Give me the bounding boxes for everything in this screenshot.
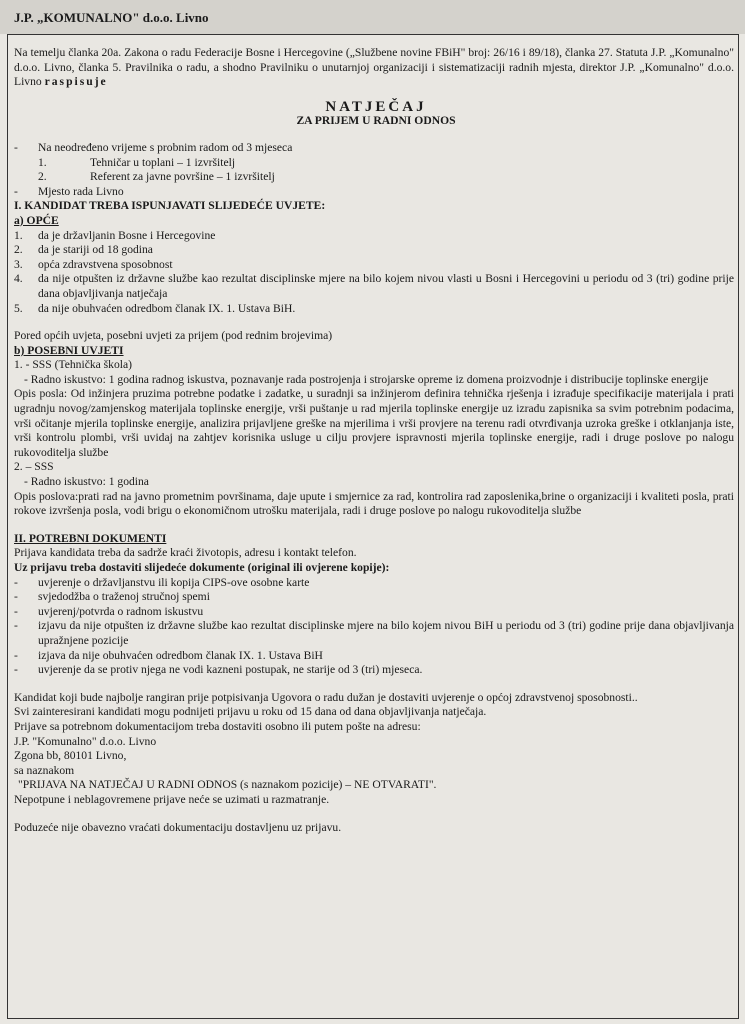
condition-item: [14, 243, 738, 258]
position-item: [14, 170, 738, 185]
position-text: Referent za javne površine – 1 izvršitelj: [90, 170, 275, 184]
announcement-body: [14, 46, 738, 835]
closing-line: Kandidat koji bude najbolje rangiran prije potpisivanja Ugovora o radu dužan je dostaviti uvjerenje o općoj zdravstvenoj sposobnosti..: [14, 690, 638, 704]
incomplete-note: Nepotpune i neblagovremene prijave neće se uzimati u razmatranje.: [14, 792, 330, 806]
special-experience: - Radno iskustvo: 1 godina radnog iskustva, poznavanje rada postrojenja i strojarske opreme iz domena proizvodnje i distribucije toplinske energije: [24, 372, 709, 386]
section2-title: II. POTREBNI DOKUMENTI: [14, 531, 167, 545]
intro-paragraph: [14, 46, 738, 90]
positions-list: [14, 156, 738, 185]
document-item: [14, 605, 738, 620]
final-note: Poduzeće nije obavezno vraćati dokumentaciju dostavljenu uz prijavu.: [14, 820, 342, 834]
condition-text: da je stariji od 18 godina: [38, 243, 153, 257]
condition-number: 1.: [14, 228, 23, 242]
document-text: izjavu da nije otpušten iz državne službe kao rezultat disciplinske mjere na bilo kojem nivou BiH u periodu od 3 (tri) godine prije dana objavljivanja upražnjene pozicije: [38, 619, 734, 647]
document-text: uvjerenje da se protiv njega ne vodi kazneni postupak, ne starije od 3 (tri) mjeseca.: [38, 663, 423, 677]
condition-number: 2.: [14, 243, 23, 257]
documents-title: Uz prijavu treba dostaviti slijedeće dokumente (original ili ovjerene kopije):: [14, 561, 390, 574]
general-title: a) OPĆE: [14, 213, 59, 227]
closing-paragraphs: [14, 691, 738, 779]
intro-verb: raspisuje: [44, 75, 108, 89]
bullet-dash: -: [14, 604, 18, 618]
positions-intro: - Na neodređeno vrijeme s probnim radom od 3 mjeseca: [14, 140, 293, 154]
condition-text: opća zdravstvena sposobnost: [38, 257, 173, 271]
document-item: [14, 619, 738, 648]
document-text: izjava da nije obuhvaćen odredbom članak IX. 1. Ustava BiH: [38, 648, 323, 662]
condition-number: 5.: [14, 301, 23, 315]
condition-item: [14, 258, 738, 273]
document-item: [14, 576, 738, 591]
condition-item: [14, 302, 738, 317]
special-level: 1. - SSS (Tehnička škola): [14, 358, 133, 372]
condition-item: [14, 272, 738, 301]
closing-line: Zgona bb, 80101 Livno,: [14, 749, 127, 763]
bullet-dash: -: [14, 648, 18, 662]
condition-item: [14, 229, 738, 244]
company-header: J.P. „KOMUNALNO" d.o.o. Livno: [14, 10, 209, 25]
work-location: - Mjesto rada Livno: [14, 184, 124, 198]
intro-text: Na temelju članka 20a. Zakona o radu Federacije Bosne i Hercegovine („Službene novine FBiH" broj: 26/16 i 89/18), članka 27. Statuta J.P. „Komunalno" d.o.o. Livno, članka 5. Pravilnika o radu, a shodno Pravilniku o unutarnjoj organizaciji i sistematizaciji radnih mjesta, direktor J.P. „Komunalno" d.o.o. Livno: [14, 46, 734, 89]
application-text: Prijava kandidata treba da sadrže kraći životopis, adresu i kontakt telefon.: [14, 546, 357, 560]
bullet-dash: -: [14, 663, 18, 677]
job-description: Opis poslova:prati rad na javno prometnim površinama, daje upute i smjernice za rad, kontrolira rad zaposlenika,brine o organizaciji i kvaliteti posla, prati rokove izvršenja posla, vodi brigu o ekonomičnom utrošku materijala, radi i druge poslove po nalogu rukovoditelja službe: [14, 489, 734, 518]
special-level: 2. – SSS: [14, 460, 54, 474]
special-conditions: [14, 358, 738, 519]
bullet-dash: -: [14, 619, 18, 633]
closing-line: sa naznakom: [14, 763, 75, 777]
closing-line: Prijave sa potrebnom dokumentacijom treba dostaviti osobno ili putem pošte na adresu:: [14, 719, 421, 733]
condition-number: 4.: [14, 272, 23, 286]
condition-text: da je državljanin Bosne i Hercegovine: [38, 228, 216, 242]
document-item: [14, 649, 738, 664]
general-conditions-list: [14, 229, 738, 317]
condition-text: da nije otpušten iz državne službe kao rezultat disciplinske mjere na bilo kojem nivou vlasti u Bosni i Hercegovini u periodu od 3 (tri) godine prije dana objavljivanja natječaja: [38, 272, 734, 300]
document-item: [14, 663, 738, 678]
position-number: 2.: [38, 170, 47, 184]
envelope-note: "PRIJAVA NA NATJEČAJ U RADNI ODNOS (s naznakom pozicije) – NE OTVARATI".: [18, 778, 437, 792]
bullet-dash: -: [14, 575, 18, 589]
job-description: Opis posla: Od inžinjera pruzima potrebne podatke i zadatke, u suradnji sa inžinjerom definira tehnička rješenja i izrađuje specifikacije materijala i prati ugradnju novog/zamjenskog materijala toplinske energije, vrši puštanje u rad mjerila toplinske energije uz izradu zapisnika sa svim potrebnim podacima, vrši očitanje mjerila toplinske energije, analizira prijavljene greške na mjerilima i vrši provjere na terenu radi otvrđivanja uzroka greške i otklanjanja iste, vrši kontrolu plombi, vrši uvidaj na zahtjev korisnika usluge u cilju provjere ispravnosti mjerila toplinske energije, radi i druge poslove po nalogu rukovoditelja službe: [14, 387, 734, 459]
position-number: 1.: [38, 155, 47, 169]
condition-number: 3.: [14, 257, 23, 271]
special-experience: - Radno iskustvo: 1 godina: [24, 475, 149, 489]
document-title: NATJEČAJ: [325, 98, 427, 115]
closing-line: Svi zainteresirani kandidati mogu podnijeti prijavu u roku od 15 dana od dana objavljivanja natječaja.: [14, 705, 487, 719]
document-text: svjedodžba o traženoj stručnoj spemi: [38, 590, 210, 604]
condition-text: da nije obuhvaćen odredbom članak IX. 1. Ustava BiH.: [38, 301, 296, 315]
document-text: uvjerenje o državljanstvu ili kopija CIPS-ove osobne karte: [38, 575, 310, 589]
special-intro: Pored općih uvjeta, posebni uvjeti za prijem (pod rednim brojevima): [14, 329, 333, 343]
special-title: b) POSEBNI UVJETI: [14, 343, 124, 357]
closing-line: J.P. "Komunalno" d.o.o. Livno: [14, 734, 157, 748]
document-item: [14, 590, 738, 605]
documents-list: [14, 576, 738, 678]
position-text: Tehničar u toplani – 1 izvršitelj: [90, 155, 236, 169]
document-text: uvjerenj/potvrda o radnom iskustvu: [38, 604, 204, 618]
bullet-dash: -: [14, 590, 18, 604]
document-subtitle: ZA PRIJEM U RADNI ODNOS: [296, 114, 456, 128]
section1-title: I. KANDIDAT TREBA ISPUNJAVATI SLIJEDEĆE UVJETE:: [14, 199, 326, 213]
position-item: [14, 156, 738, 171]
